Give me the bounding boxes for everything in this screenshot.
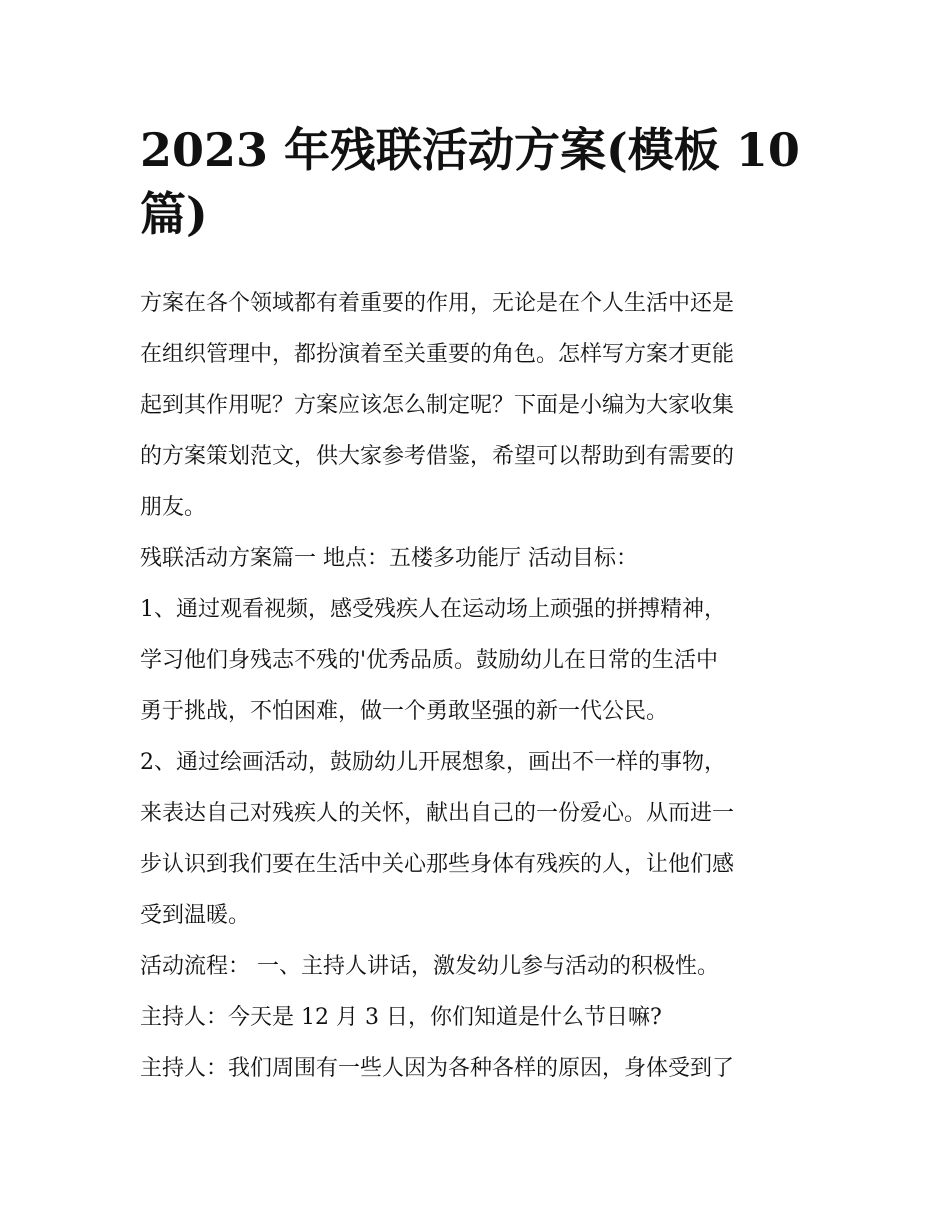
text-line: 方案在各个领域都有着重要的作用，无论是在个人生活中还是 (140, 291, 735, 316)
text-line: 来表达自己对残疾人的关怀，献出自己的一份爱心。从而进一 (140, 801, 735, 826)
text-line: 在组织管理中，都扮演着至关重要的角色。怎样写方案才更能 (140, 342, 735, 367)
title-line: 2023 年残联活动方案(模板 10 (140, 123, 800, 177)
text-line: 受到温暖。 (140, 903, 251, 928)
text-line: 主持人：今天是 12 月 3 日，你们知道是什么节日嘛? (140, 1005, 662, 1030)
document-title (140, 118, 820, 246)
text-line: 主持人：我们周围有一些人因为各种各样的原因，身体受到了 (140, 1056, 735, 1081)
text-line: 学习他们身残志不残的'优秀品质。鼓励幼儿在日常的生活中 (140, 648, 719, 673)
text-line: 步认识到我们要在生活中关心那些身体有残疾的人，让他们感 (140, 852, 735, 877)
text-line: 勇于挑战，不怕困难，做一个勇敢坚强的新一代公民。 (140, 699, 669, 724)
text-line: 1、通过观看视频，感受残疾人在运动场上顽强的拼搏精神， (140, 597, 726, 622)
text-line: 活动流程： 一、主持人讲话，激发幼儿参与活动的积极性。 (140, 954, 719, 979)
document-body (140, 278, 820, 1094)
text-line: 2、通过绘画活动，鼓励幼儿开展想象，画出不一样的事物， (140, 750, 726, 775)
text-line: 的方案策划范文，供大家参考借鉴，希望可以帮助到有需要的 (140, 444, 735, 469)
title-line: 篇) (140, 187, 208, 241)
text-line: 残联活动方案篇一 地点：五楼多功能厅 活动目标： (140, 546, 638, 571)
text-line: 起到其作用呢？方案应该怎么制定呢？下面是小编为大家收集 (140, 393, 735, 418)
text-line: 朋友。 (140, 495, 207, 520)
